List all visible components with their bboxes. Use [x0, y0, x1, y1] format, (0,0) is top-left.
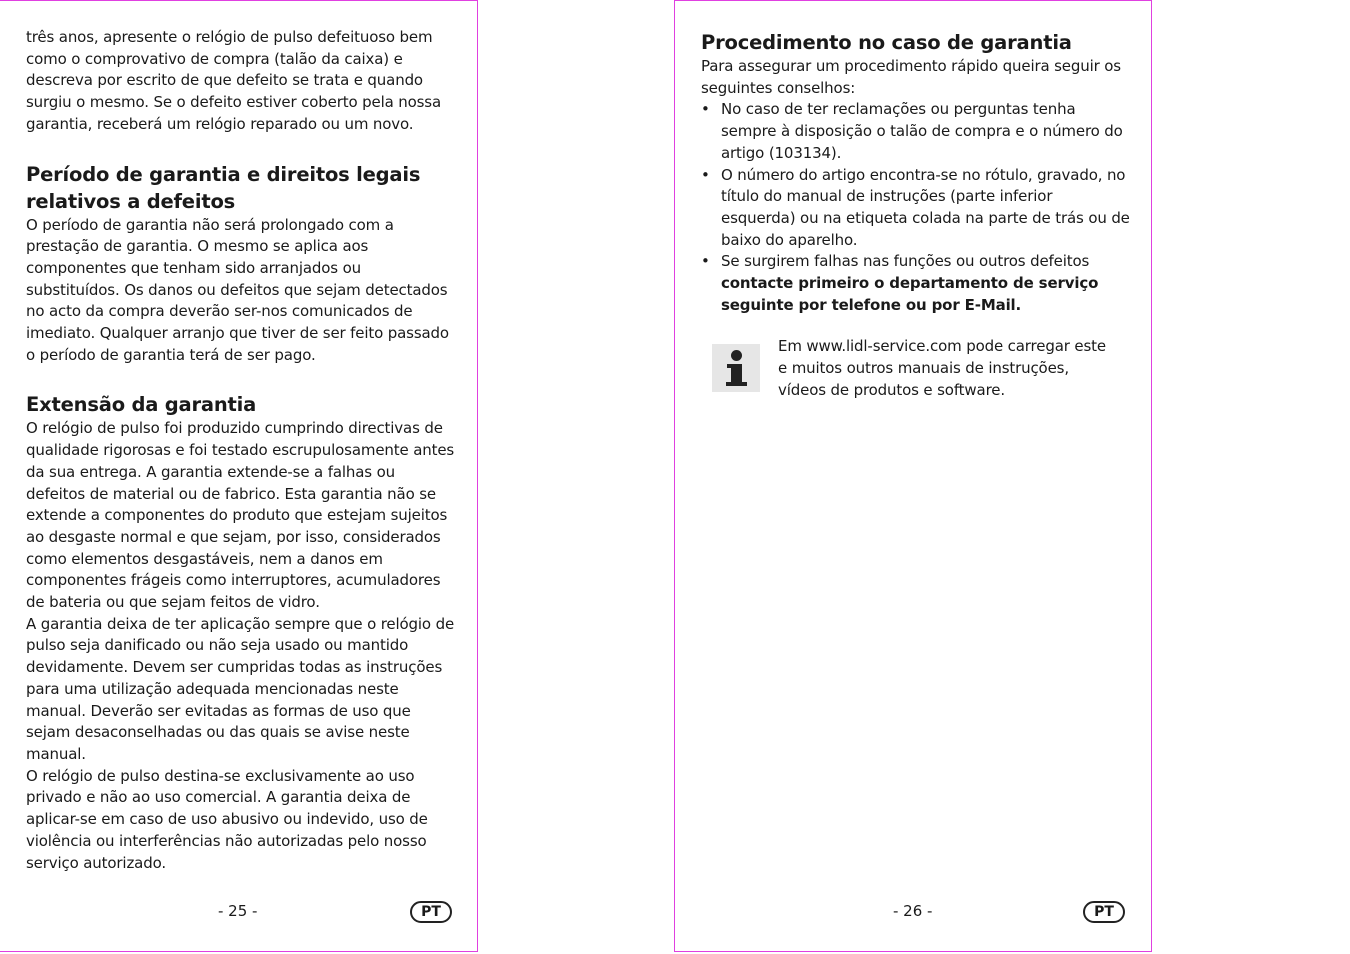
procedure-list	[701, 99, 1131, 316]
info-note-text: Em www.lidl-service.com pode carregar este e muitos outros manuais de instruções, vídeos de produtos e software.	[778, 337, 1106, 399]
procedure-intro: Para assegurar um procedimento rápido queira seguir os seguintes conselhos:	[701, 57, 1121, 97]
section-text-warranty-period: O período de garantia não será prolongado com a prestação de garantia. O mesmo se aplica aos componentes que tenham sido arranjados ou substituídos. Os danos ou defeitos que sejam detectados no acto da compra deverão ser-nos comunicados de imediato. Qualquer arranjo que tiver de ser feito passado o período de garantia terá de ser pago.	[26, 215, 449, 364]
section-title-warranty-extent: Extensão da garantia	[26, 393, 257, 417]
section-text-warranty-extent-1: O relógio de pulso foi produzido cumprindo directivas de qualidade rigorosas e foi testado escrupulosamente antes da sua entrega. A garantia extende-se a falhas ou defeitos de material ou de fabrico. Esta garantia não se extende a componentes do produto que estejam sujeitos ao desgaste normal e que sejam, por isso, considerados como elementos desgastáveis, nem a danos em componentes frágeis como interruptores, acumuladores de bateria ou que sejam feitos de vidro.	[26, 419, 455, 612]
left-page-content	[26, 27, 456, 874]
bullet-icon: •	[701, 165, 710, 184]
info-icon	[712, 344, 760, 392]
page-number: - 25 -	[218, 902, 258, 920]
page-number: - 26 -	[893, 902, 933, 920]
bullet-icon: •	[701, 252, 710, 271]
list-item-text: No caso de ter reclamações ou perguntas tenha sempre à disposição o talão de compra e o número do artigo (103134).	[721, 100, 1123, 162]
language-badge: PT	[1083, 901, 1125, 923]
list-item-text: Se surgirem falhas nas funções ou outros defeitos	[721, 252, 1090, 271]
right-page	[674, 0, 1152, 952]
list-item	[701, 251, 1131, 316]
list-item-text: O número do artigo encontra-se no rótulo, gravado, no título do manual de instruções (parte inferior esquerda) ou na etiqueta colada na parte de trás ou de baixo do aparelho.	[721, 165, 1130, 249]
section-text-warranty-extent-3: O relógio de pulso destina-se exclusivamente ao uso privado e não ao uso comercial. A garantia deixa de aplicar-se em caso de uso abusivo ou indevido, uso de violência ou interferências não autorizadas pelo nosso serviço autorizado.	[26, 766, 428, 872]
list-item	[701, 165, 1131, 252]
intro-paragraph: três anos, apresente o relógio de pulso defeituoso bem como o comprovativo de compra (talão da caixa) e descreva por escrito de que defeito se trata e quando surgiu o mesmo. Se o defeito estiver coberto pela nossa garantia, receberá um relógio reparado ou um novo.	[26, 28, 442, 133]
language-badge: PT	[410, 901, 452, 923]
list-item-emphasis: contacte primeiro o departamento de serviço seguinte por telefone ou por E-Mail.	[721, 274, 1099, 314]
list-item	[701, 99, 1131, 164]
bullet-icon: •	[701, 100, 710, 119]
section-text-warranty-extent-2: A garantia deixa de ter aplicação sempre que o relógio de pulso seja danificado ou não seja usado ou mantido devidamente. Devem ser cumpridas todas as instruções para uma utilização adequada mencionadas neste manual. Deverão ser evitadas as formas de uso que sejam desaconselhadas ou das quais se avise neste manual.	[26, 614, 455, 763]
left-page	[0, 0, 478, 952]
info-note	[701, 336, 1131, 406]
section-title-warranty-procedure: Procedimento no caso de garantia	[701, 31, 1072, 54]
right-page-content	[701, 29, 1131, 406]
section-title-warranty-period: Período de garantia e direitos legais relativos a defeitos	[26, 162, 421, 213]
